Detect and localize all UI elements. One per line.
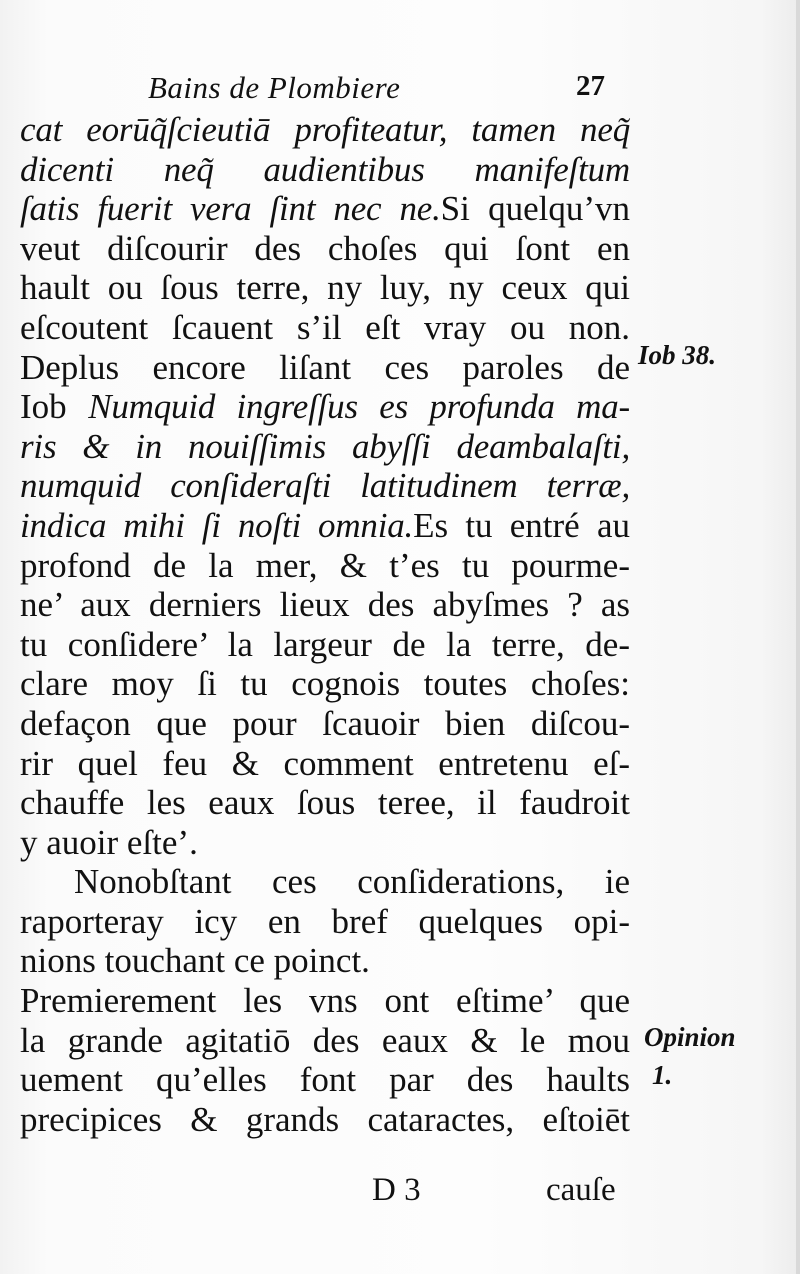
- french-text: Es tu entré au: [413, 505, 630, 545]
- latin-quotation: dicenti neq̃ audientibus manifeſtum: [20, 149, 630, 189]
- french-text: veut diſcourir des choſes qui ſont en: [20, 228, 630, 268]
- french-text: tu conſidere’ la largeur de la terre, de-: [20, 624, 630, 664]
- french-text: eſcoutent ſcauent s’il eſt vray ou non.: [20, 307, 630, 347]
- body-text: [20, 110, 630, 1139]
- french-text: raporteray icy en bref quelques opi-: [20, 901, 630, 941]
- text-line: [20, 585, 630, 625]
- page-edge: [796, 0, 800, 1274]
- text-line: [20, 427, 630, 467]
- text-line: [20, 150, 630, 190]
- text-line: [20, 664, 630, 704]
- text-line: [20, 189, 630, 229]
- text-line: [20, 1100, 630, 1140]
- french-text: hault ou ſous terre, ny luy, ny ceux qui: [20, 268, 630, 308]
- french-text: y auoir eſte’.: [20, 822, 198, 862]
- text-line: [20, 862, 630, 902]
- margin-note-opinion: Opinion: [644, 1022, 736, 1052]
- text-line: [20, 308, 630, 348]
- french-text: Nonobſtant ces conſiderations, ie: [74, 862, 630, 902]
- french-text: defaçon que pour ſcauoir bien diſcou-: [20, 703, 630, 743]
- text-line: [20, 466, 630, 506]
- text-line: [20, 823, 630, 863]
- text-line: [20, 1021, 630, 1061]
- margin-note-opinion-number: 1.: [652, 1060, 673, 1090]
- running-head: Bains de Plombiere: [148, 70, 401, 105]
- text-line: [20, 268, 630, 308]
- text-line: [20, 981, 630, 1021]
- text-line: [20, 506, 630, 546]
- latin-quotation: ſatis fuerit vera ſint nec ne.: [20, 189, 441, 229]
- text-line: [20, 902, 630, 942]
- french-text: Premierement les vns ont eſtime’ que: [20, 981, 630, 1021]
- french-text: Iob: [20, 387, 89, 427]
- french-text: ne’ aux derniers lieux des abyſmes ? as: [20, 585, 630, 625]
- french-text: rir quel feu & comment entretenu eſ-: [20, 743, 630, 783]
- signature-mark: D 3: [372, 1172, 421, 1208]
- french-text: clare moy ſi tu cognois toutes choſes:: [20, 664, 630, 704]
- text-line: [20, 1060, 630, 1100]
- french-text: chauffe les eaux ſous teree, il faudroit: [20, 783, 630, 823]
- text-line: [20, 783, 630, 823]
- text-line: [20, 229, 630, 269]
- latin-quotation: Numquid ingreſſus es profunda ma-: [88, 387, 630, 427]
- french-text: uement qu’elles font par des haults: [20, 1060, 630, 1100]
- text-line: [20, 704, 630, 744]
- french-text: precipices & grands cataractes, eſtoiēt: [20, 1099, 630, 1139]
- french-text: la grande agitatiō des eaux & le mou: [20, 1020, 630, 1060]
- french-text: Deplus encore liſant ces paroles de: [20, 347, 630, 387]
- text-line: [20, 348, 630, 388]
- page-header: [0, 70, 800, 110]
- latin-quotation: numquid conſideraſti latitudinem terræ,: [20, 466, 630, 506]
- french-text: profond de la mer, & t’es tu pourme-: [20, 545, 630, 585]
- text-line: [20, 387, 630, 427]
- catchword: cauſe: [546, 1172, 616, 1208]
- latin-quotation: indica mihi ſi noſti omnia.: [20, 505, 414, 545]
- french-text: nions touchant ce poinct.: [20, 941, 370, 981]
- french-text: Si quelqu’vn: [440, 189, 631, 229]
- latin-quotation: ris & in nouiſſimis abyſſi deambalaſti,: [20, 426, 630, 466]
- text-line: [20, 744, 630, 784]
- text-line: [20, 941, 630, 981]
- text-line: [20, 546, 630, 586]
- margin-note-job-38: Iob 38.: [638, 340, 717, 370]
- latin-quotation: cat eorūq̃ſcieutiā profiteatur, tamen neq̃: [20, 110, 630, 149]
- page-number: 27: [576, 70, 605, 102]
- text-line: [20, 625, 630, 665]
- text-line: [20, 110, 630, 150]
